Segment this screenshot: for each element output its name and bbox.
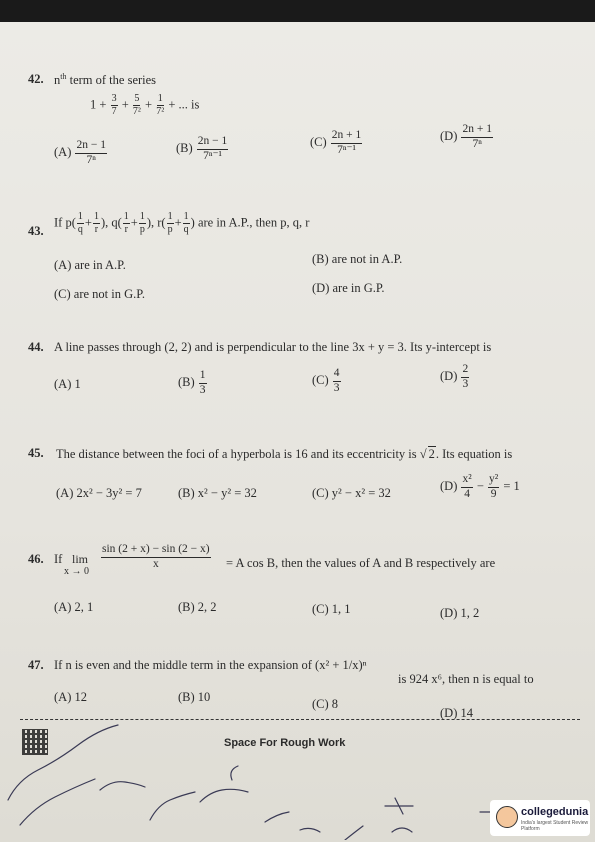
q43-option-b[interactable]: (B) are not in A.P. <box>312 252 403 266</box>
q43-number: 43. <box>28 224 44 238</box>
q47-option-d[interactable]: (D) 14 <box>440 706 473 720</box>
q47-expression: (x² + 1/x)ⁿ <box>315 658 367 672</box>
q44-option-c[interactable]: (C) $\frac{4}{3}$ <box>312 367 340 394</box>
q43-option-c[interactable]: (C) are not in G.P. <box>54 287 145 301</box>
q42-number: 42. <box>28 72 44 86</box>
brand-name: collegedunia <box>521 806 589 818</box>
q42-option-c[interactable]: (C) $\frac{2n + 1}{\text{7ⁿ⁻¹}}$ <box>310 129 362 156</box>
q44-number: 44. <box>28 340 44 354</box>
q45-number: 45. <box>28 446 44 460</box>
q47-text: is 924 x⁶, then n is equal to <box>398 672 534 686</box>
q45-option-c[interactable]: (C) y² − x² = 32 <box>312 486 391 500</box>
q42-series: 1 + $\frac{3}{7}$ + $\frac{5}{\text{7²}}$ + $\frac{1}{\text{7²}}$ + ... is <box>90 93 200 117</box>
q42-option-a[interactable]: (A) $\frac{2n - 1}{\text{7ⁿ}}$ <box>54 139 106 166</box>
q42-option-d[interactable]: (D) $\frac{2n + 1}{\text{7ⁿ}}$ <box>440 123 492 150</box>
q46-option-d[interactable]: (D) 1, 2 <box>440 606 480 620</box>
q44-option-d[interactable]: (D) $\frac{2}{3}$ <box>440 363 469 390</box>
q46-option-a[interactable]: (A) 2, 1 <box>54 600 94 614</box>
q46-text: = A cos B, then the values of A and B respectively are <box>226 556 496 570</box>
q46-lim-sub: x → 0 <box>64 566 89 577</box>
q47-stem: If n is even and the middle term in the expansion of (x² + 1/x)ⁿ <box>54 658 367 672</box>
q44-option-a[interactable]: (A) 1 <box>54 377 81 391</box>
q45-option-d[interactable]: (D) $\frac{\text{x²}}{4}$ − $\frac{\text{y²}}{9}$ = 1 <box>440 473 520 500</box>
q46-fraction: $\frac{\sin (2 + x) - \sin (2 - x)}{x}$ <box>102 543 210 570</box>
q46-option-c[interactable]: (C) 1, 1 <box>312 602 351 616</box>
q46-option-b[interactable]: (B) 2, 2 <box>178 600 217 614</box>
mascot-icon <box>496 806 518 828</box>
q47-option-c[interactable]: (C) 8 <box>312 697 339 711</box>
q45-option-b[interactable]: (B) x² − y² = 32 <box>178 486 257 500</box>
q47-option-a[interactable]: (A) 12 <box>54 690 87 704</box>
q46-number: 46. <box>28 552 44 566</box>
q45-option-a[interactable]: (A) 2x² − 3y² = 7 <box>56 486 142 500</box>
q46-lim: lim <box>72 552 89 566</box>
q43-option-a[interactable]: (A) are in A.P. <box>54 258 126 272</box>
q43-option-d[interactable]: (D) are in G.P. <box>312 281 385 295</box>
q42-option-b[interactable]: (B) $\frac{2n - 1}{\text{7ⁿ⁻¹}}$ <box>176 135 228 162</box>
q42-stem: $n^{th}$ term of the series <box>54 72 157 88</box>
q44-option-b[interactable]: (B) $\frac{1}{3}$ <box>178 369 206 396</box>
q44-text: A line passes through (2, 2) and is perpendicular to the line 3x + y = 3. Its y-intercept is <box>54 340 492 354</box>
rough-work-title: Space For Rough Work <box>224 737 346 749</box>
q45-stem: The distance between the foci of a hyperbola is 16 and its eccentricity is √ 2. Its equation is <box>56 447 513 461</box>
brand-tagline: India's largest Student Review Platform <box>521 820 589 832</box>
q47-option-b[interactable]: (B) 10 <box>178 690 211 704</box>
q43-stem: If p( $\frac{1}{q}$ + $\frac{1}{r}$ ), q( $\frac{1}{r}$ + $\frac{1}{p}$ ), r( $\frac{1}{p}$ + $\frac{1}{q}$ ) are in A.P., then p, q, r <box>54 211 310 235</box>
q42-text: term of the series <box>69 73 157 88</box>
q47-number: 47. <box>28 658 44 672</box>
q45-sqrt-value: 2 <box>428 447 435 461</box>
q46-if: If <box>54 552 63 566</box>
